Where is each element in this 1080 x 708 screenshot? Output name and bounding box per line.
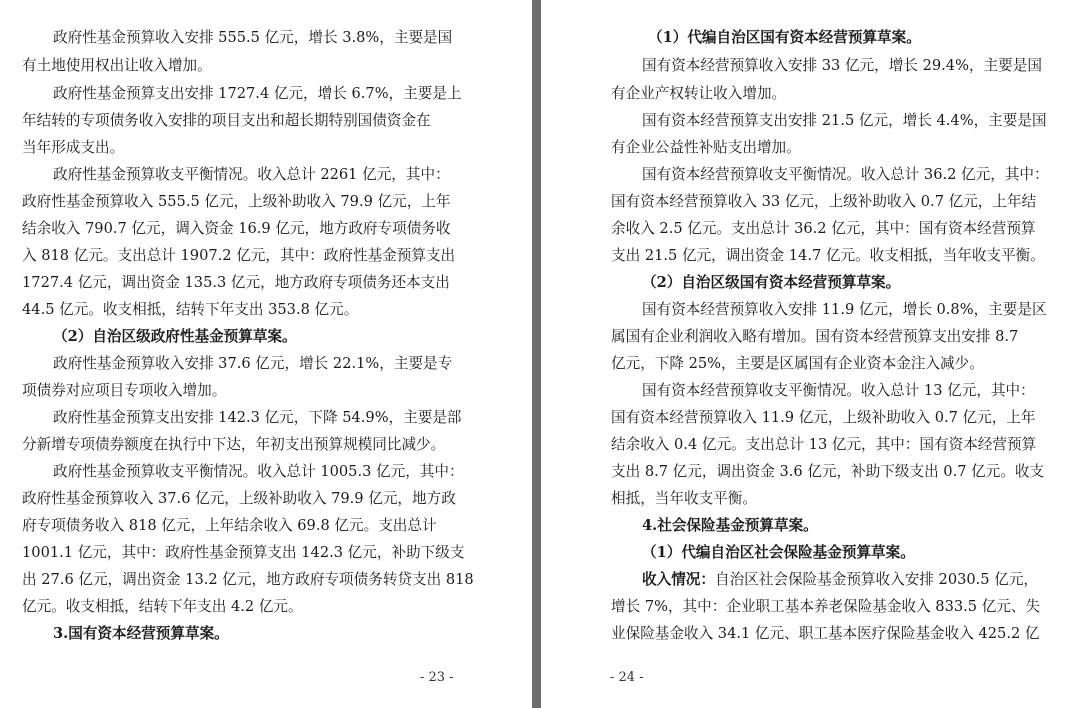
text-line: 增长 7%，其中：企业职工基本养老保险基金收入 833.5 亿元、失 (611, 598, 1041, 615)
text-line: 国有资本经营预算收入 33 亿元，上级补助收入 0.7 亿元，上年结 (611, 193, 1037, 210)
text-line: 支出 8.7 亿元，调出资金 3.6 亿元，补助下级支出 0.7 亿元。收支 (611, 463, 1045, 480)
text-line: 结余收入 790.7 亿元，调入资金 16.9 亿元，地方政府专项债务收 (22, 220, 451, 237)
text-line: 有土地使用权出让收入增加。 (22, 57, 212, 74)
section-heading: （1）代编自治区国有资本经营预算草案。 (648, 29, 921, 46)
page-number: - 23 - (420, 670, 454, 685)
text-line: 有企业公益性补贴支出增加。 (611, 139, 801, 156)
text-line: 政府性基金预算收入安排 555.5 亿元，增长 3.8%，主要是国 (53, 29, 453, 46)
text-line: 政府性基金预算收支平衡情况。收入总计 2261 亿元，其中： (53, 166, 450, 183)
text-line: 业保险基金收入 34.1 亿元、职工基本医疗保险基金收入 425.2 亿 (611, 625, 1040, 642)
text-line: 1001.1 亿元，其中：政府性基金预算支出 142.3 亿元，补助下级支 (22, 544, 465, 561)
text-line: 亿元，下降 25%，主要是区属国有企业资本金注入减少。 (611, 355, 984, 372)
text-line: 相抵，当年收支平衡。 (611, 490, 757, 507)
text-line: 国有资本经营预算收支平衡情况。收入总计 13 亿元，其中： (642, 382, 1035, 399)
text-line: 当年形成支出。 (22, 139, 125, 156)
section-heading: （2）自治区级政府性基金预算草案。 (53, 328, 297, 345)
inline-label: 收入情况： (642, 571, 715, 588)
text-line: 国有资本经营预算收入安排 33 亿元，增长 29.4%，主要是国 (642, 57, 1042, 74)
text-line: 属国有企业利润收入略有增加。国有资本经营预算支出安排 8.7 (611, 328, 1019, 345)
section-heading: 4.社会保险基金预算草案。 (642, 517, 818, 534)
section-heading: （2）自治区级国有资本经营预算草案。 (642, 274, 901, 291)
text-line: 年结转的专项债务收入安排的项目支出和超长期特别国债资金在 (22, 112, 431, 129)
text-line: 余收入 2.5 亿元。支出总计 36.2 亿元，其中：国有资本经营预算 (611, 220, 1036, 237)
section-heading: （1）代编自治区社会保险基金预算草案。 (642, 544, 915, 561)
text-line: 国有资本经营预算收入安排 11.9 亿元，增长 0.8%，主要是区 (642, 301, 1047, 318)
page-number: - 24 - (610, 670, 644, 685)
text-line: 有企业产权转让收入增加。 (611, 85, 787, 102)
text-line: 1727.4 亿元，调出资金 135.3 亿元，地方政府专项债务还本支出 (22, 274, 450, 291)
page-24 (541, 0, 1080, 708)
page-23 (0, 0, 532, 708)
text-line: 政府性基金预算支出安排 142.3 亿元，下降 54.9%，主要是部 (53, 409, 462, 426)
text-line: 项债券对应项目专项收入增加。 (22, 382, 227, 399)
section-heading: 3.国有资本经营预算草案。 (53, 625, 229, 642)
text-line: 政府性基金预算收入安排 37.6 亿元，增长 22.1%，主要是专 (53, 355, 453, 372)
text-line: 政府性基金预算收入 555.5 亿元，上级补助收入 79.9 亿元，上年 (22, 193, 451, 210)
text-line: 支出 21.5 亿元，调出资金 14.7 亿元。收支相抵，当年收支平衡。 (611, 247, 1045, 264)
text-line: 国有资本经营预算收入 11.9 亿元，上级补助收入 0.7 亿元，上年 (611, 409, 1036, 426)
text-line: 亿元。收支相抵，结转下年支出 4.2 亿元。 (22, 598, 303, 615)
text-line: 国有资本经营预算收支平衡情况。收入总计 36.2 亿元，其中： (642, 166, 1049, 183)
text-line (642, 570, 1038, 590)
inline-text: 自治区社会保险基金预算收入安排 2030.5 亿元， (714, 571, 1039, 588)
text-line: 入 818 亿元。支出总计 1907.2 亿元，其中：政府性基金预算支出 (22, 247, 456, 264)
text-line: 结余收入 0.4 亿元。支出总计 13 亿元，其中：国有资本经营预算 (611, 436, 1037, 453)
text-line: 政府性基金预算收入 37.6 亿元，上级补助收入 79.9 亿元，地方政 (22, 490, 456, 507)
text-line: 国有资本经营预算支出安排 21.5 亿元，增长 4.4%，主要是国 (642, 112, 1047, 129)
text-line: 政府性基金预算收支平衡情况。收入总计 1005.3 亿元，其中： (53, 463, 464, 480)
text-line: 政府性基金预算支出安排 1727.4 亿元，增长 6.7%，主要是上 (53, 85, 462, 102)
text-line: 府专项债务收入 818 亿元，上年结余收入 69.8 亿元。支出总计 (22, 517, 437, 534)
text-line: 出 27.6 亿元，调出资金 13.2 亿元，地方政府专项债务转贷支出 818 (22, 571, 474, 588)
text-line: 分新增专项债券额度在执行中下达，年初支出预算规模同比减少。 (22, 436, 446, 453)
text-line: 44.5 亿元。收支相抵，结转下年支出 353.8 亿元。 (22, 301, 359, 318)
